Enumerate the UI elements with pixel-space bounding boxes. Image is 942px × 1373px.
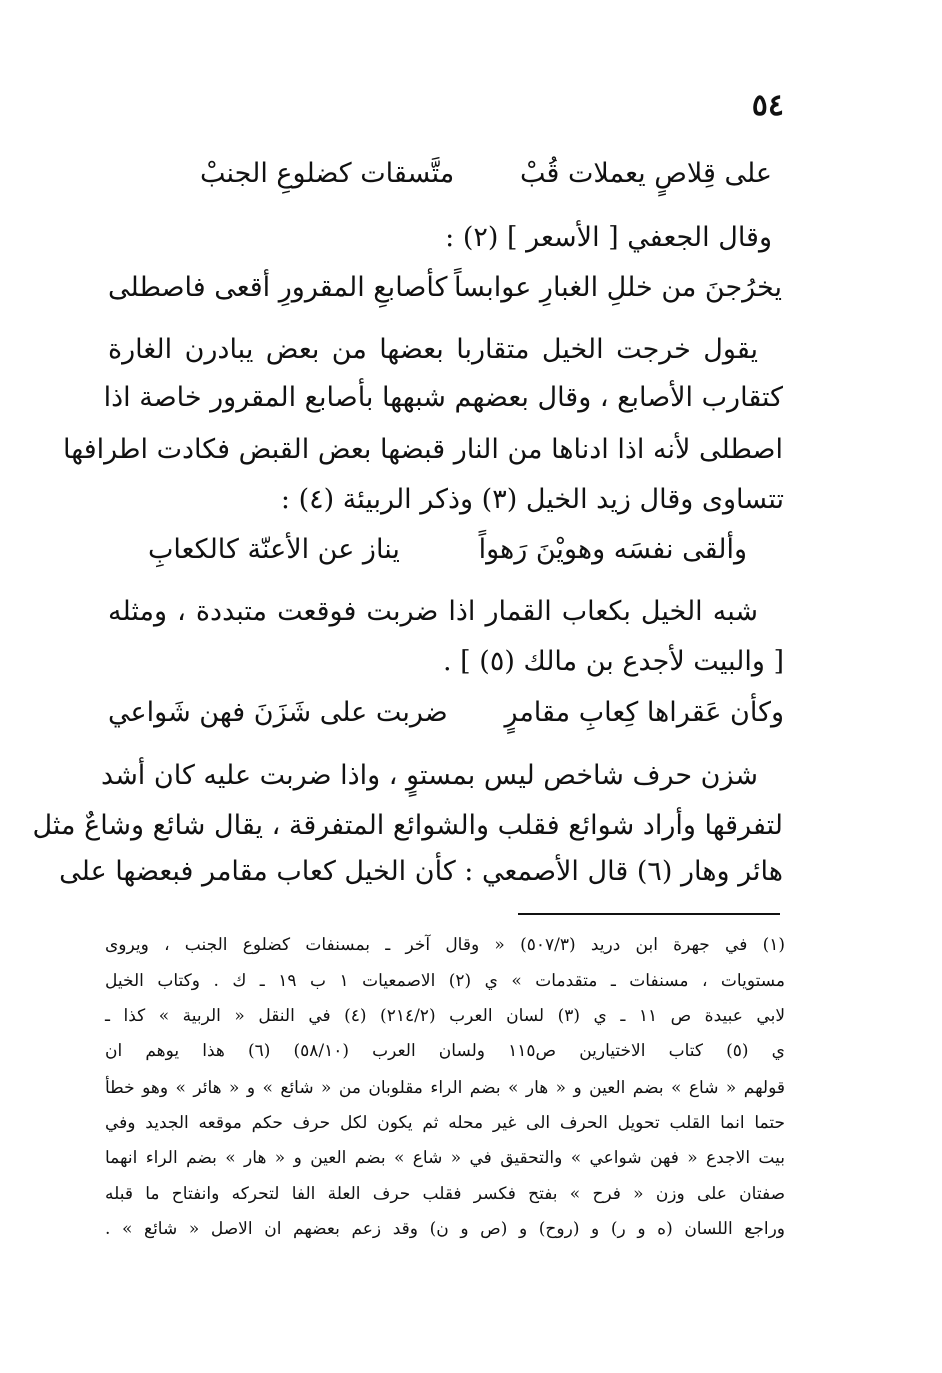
verse1-second-hemistich: متَّسقات كضلوعِ الجنبْ [200, 158, 455, 189]
verse4-first-hemistich: وكأن عَقراها كِعابِ مقامرٍ [504, 697, 784, 728]
para3-line-1: شزن حرف شاخص ليس بمستوٍ ، واذا ضربت عليه كان أشد [101, 760, 758, 791]
footnote-line-1: (١) في جهرة ابن دريد (٥٠٧/٣) « وقال آخر ـ بمسنفات كضلوع الجنب ، ويروى [105, 935, 785, 955]
verse4-second-hemistich: ضربت على شَزَنَ فهن شَواعي [108, 697, 448, 728]
footnote-line-6: حتما انما القلب تحويل الحرف الى غير محله ثم يكون لكل حرف حكم موقعه الجديد وفي [105, 1113, 785, 1133]
para1-line-3: اصطلى لأنه اذا ادناها من النار قبضها بعض القبض فكادت اطرافها [63, 434, 783, 465]
para2-line-1: شبه الخيل بكعاب القمار اذا ضربت فوقعت متبددة ، ومثله [108, 596, 758, 627]
footnote-line-4: ي (٥) كتاب الاختيارين ص١١٥ ولسان العرب (٥٨/١٠) (٦) هذا يوهم ان [105, 1041, 785, 1061]
footnote-line-5: قولهم « شاع » بضم العين و « هار » بضم الراء مقلوبان من « شائع » و « هائر » وهو خطأ [105, 1078, 785, 1098]
intro-line-jufi: وقال الجعفي [ الأسعر ] (٢) : [445, 222, 772, 253]
footnote-line-9: وراجع اللسان (ه و ر) و (روح) و (ص و ن) وقد زعم بعضهم ان الاصل « شائع » . [105, 1219, 785, 1239]
footnote-line-7: بيت الاجدع « فهن شواعي » والتحقيق في « شاع » بضم العين و « هار » بضم الراء انهما [105, 1148, 785, 1168]
verse3-first-hemistich: وألقى نفسَه وهويْنَ رَهواً [478, 534, 747, 565]
footnote-line-3: لابي عبيدة ص ١١ ـ ي (٣) لسان العرب (٢١٤/٢) (٤) في النقل « الربية » كذا ـ [105, 1006, 786, 1026]
para3-line-2: لتفرقها وأراد شوائع فقلب والشوائع المتفرقة ، يقال شائع وشاعٌ مثل [32, 810, 783, 841]
para1-line-2: كتقارب الأصابع ، وقال بعضهم شبهها بأصابع المقرور خاصة اذا [103, 382, 783, 413]
verse2-first-hemistich: يخرُجنَ من خللِ الغبارِ عوابساً [453, 272, 782, 303]
footnote-line-2: مستويات ، مسنفات ـ متقدمات » ي (٢) الاصمعيات ١ ب ١٩ ـ ك . وكتاب الخيل [105, 971, 785, 991]
para1-line-1: يقول خرجت الخيل متقاربا بعضها من بعض يبادرن الغارة [108, 334, 758, 365]
para3-line-3: هائر وهار (٦) قال الأصمعي : كأن الخيل كعاب مقامر فبعضها على [59, 856, 783, 887]
para1-line-4: تتساوى وقال زيد الخيل (٣) وذكر الربيئة (٤) : [280, 484, 784, 515]
verse2-second-hemistich: كأصابعِ المقرورِ أقعى فاصطلى [108, 272, 448, 303]
verse1-first-hemistich: على قِلاصٍ يعملات قُبْ [519, 158, 772, 189]
verse3-second-hemistich: يناز عن الأعنّة كالكعابِ [148, 534, 400, 565]
para2-line-2: [ والبيت لأجدع بن مالك (٥) ] . [442, 646, 784, 677]
footnote-separator [518, 913, 780, 915]
page-number: ٥٤ [751, 88, 784, 123]
footnote-line-8: صفتان على وزن « فرح » بفتح فكسر فقلب حرف العلة الفا لتحركه وانفتاح ما قبله [105, 1184, 785, 1204]
